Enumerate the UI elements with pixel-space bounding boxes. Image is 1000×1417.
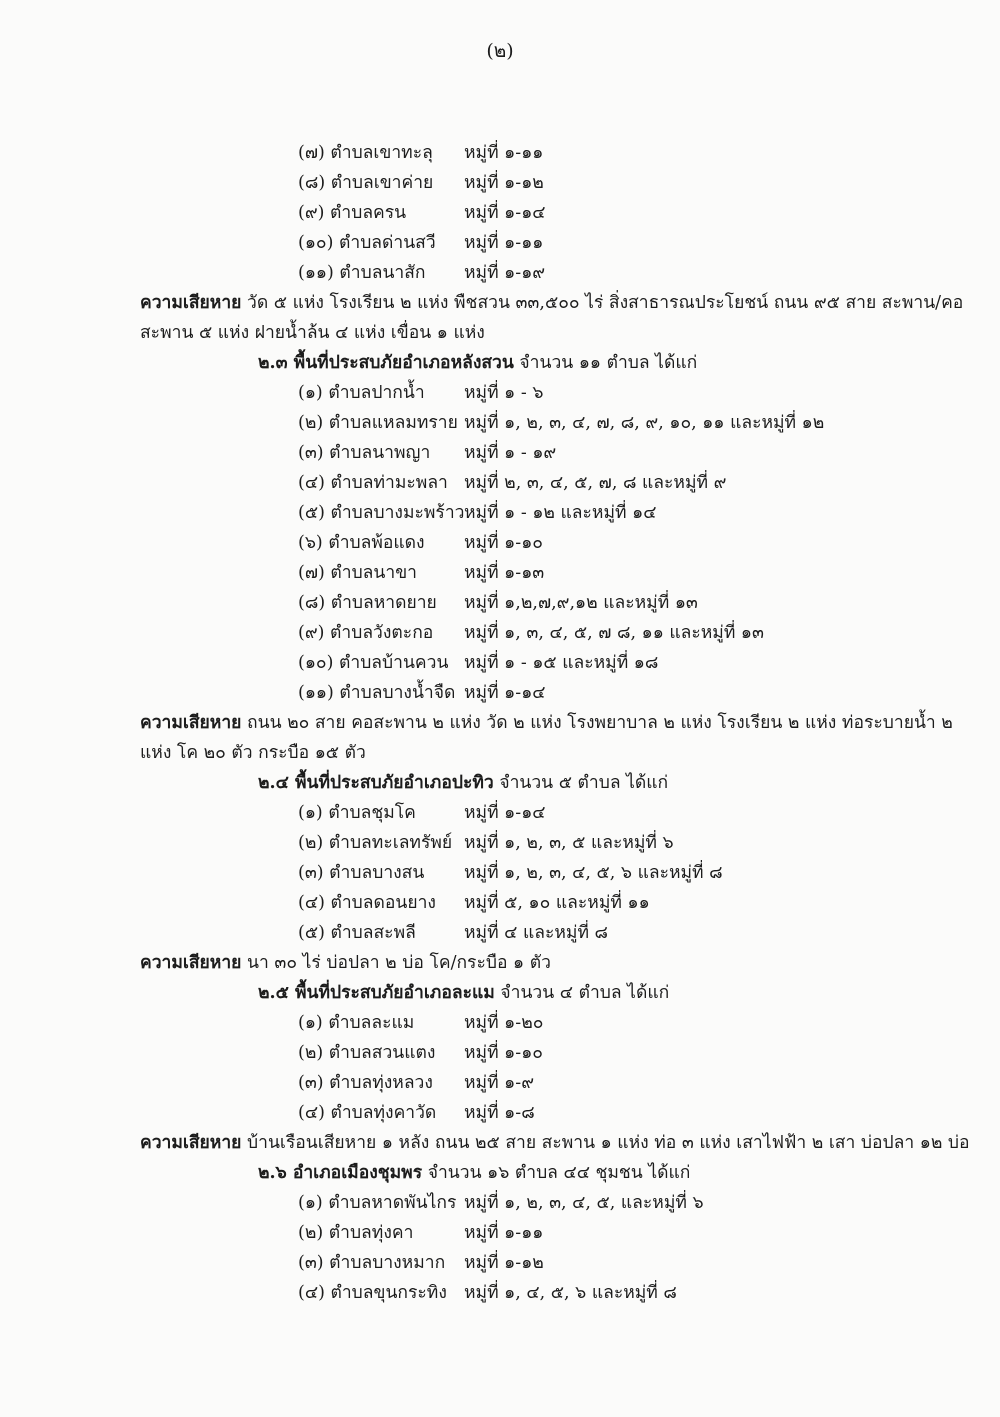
damage-paragraph-cont: แห่ง โค ๒๐ ตัว กระบือ ๑๕ ตัว bbox=[140, 743, 366, 763]
damage-paragraph: ความเสียหาย นา ๓๐ ไร่ บ่อปลา ๒ บ่อ โค/กระบือ ๑ ตัว bbox=[140, 953, 551, 973]
page-number: (๒) bbox=[486, 40, 514, 62]
document-page: (๒) (๗) ตำบลเขาทะลุ หมู่ที่ ๑-๑๑ (๘) ตำบลเขาค่าย หมู่ที่ ๑-๑๒ (๙) ตำบลครน หมู่ที่ ๑-๑๔ (๑๐) ตำบลด่านสวี หมู่ที่ ๑-๑๑ (๑๑) ตำบลนาสัก หมู่ที่ ๑-๑๙ ความเสียหาย วัด ๕ แห่ง โรงเรียน ๒ แห่ง พืชสวน ๓๓,๕๐๐ ไร่ สิ่งสาธารณประโยชน์ ถนน ๙๕ สาย สะพาน/คอ สะพาน ๕ แห่ง ฝายน้ำล้น ๔ แห่ง เขื่อน ๑ แห่ง ๒.๓ พื้นที่ประสบภัยอำเภอหลังสวน จำนวน ๑๑ ตำบล ได้แก่ (๑) ตำบลปากน้ำ หมู่ที่ ๑ - ๖ (๒) ตำบลแหลมทราย หมู่ที่ ๑, ๒, ๓, ๔, ๗, ๘, ๙, ๑๐, ๑๑ และหมู่ที่ ๑๒ (๓) ตำบลนาพญา หมู่ที่ ๑ - ๑๙ (๔) ตำบลท่ามะพลา หมู่ที่ ๒, ๓, ๔, ๕, ๗, ๘ และหมู่ที่ ๙ (๕) ตำบลบางมะพร้าว หมู่ที่ ๑ - ๑๒ และหมู่ที่ ๑๔ (๖) ตำบลพ้อแดง หมู่ที่ ๑-๑๐ (๗) ตำบลนาขา หมู่ที่ ๑-๑๓ (๘) ตำบลหาดยาย หมู่ที่ ๑,๒,๗,๙,๑๒ และหมู่ที่ ๑๓ (๙) ตำบลวังตะกอ หมู่ที่ ๑, ๓, ๔, ๕, ๗ ๘, ๑๑ และหมู่ที่ ๑๓ (๑๐) ตำบลบ้านควน หมู่ที่ ๑ - ๑๕ และหมู่ที่ ๑๘ (๑๑) ตำบลบางน้ำจืด หมู่ที่ ๑-๑๔ ความเสียหาย ถนน ๒๐ สาย คอสะพาน ๒ แห่ง วัด ๒ แห่ง โรงพยาบาล ๒ แห่ง โรงเรียน ๒ แห่ง ท่อระบายน้ำ ๒ แห่ง โค ๒๐ ตัว กระบือ ๑๕ ตัว ๒.๔ พื้นที่ประสบภัยอำเภอปะทิว จำนวน ๕ ตำบล ได้แก่ (๑) ตำบลชุมโค หมู่ที่ ๑-๑๔ (๒) ตำบลทะเลทรัพย์ หมู่ที่ ๑, ๒, ๓, ๕ และหมู่ที่ ๖ (๓) ตำบลบางสน หมู่ที่ ๑, ๒, ๓, ๔, ๕, ๖ และหมู่ที่ ๘ (๔) ตำบลดอนยาง หมู่ที่ ๕, ๑๐ และหมู่ที่ ๑๑ (๕) ตำบลสะพลี หมู่ที่ ๔ และหมู่ที่ ๘ ความเสียหาย นา ๓๐ ไร่ บ่อปลา ๒ บ่อ โค/กระบือ ๑ ตัว ๒.๕ พื้นที่ประสบภัยอำเภอละแม จำนวน ๔ ตำบล ได้แก่ (๑) ตำบลละแม หมู่ที่ ๑-๒๐ (๒) ตำบลสวนแตง หมู่ที่ ๑-๑๐ (๓) ตำบลทุ่งหลวง หมู่ที่ ๑-๙ (๔) ตำบลทุ่งคาวัด หมู่ที่ ๑-๘ ความเสียหาย บ้านเรือนเสียหาย ๑ หลัง ถนน ๒๕ สาย สะพาน ๑ แห่ง ท่อ ๓ แห่ง เสาไฟฟ้า ๒ เสา บ่อปลา ๑๒ บ่อ ๒.๖ อำเภอเมืองชุมพร จำนวน ๑๖ ตำบล ๔๔ ชุมชน ได้แก่ (๑) ตำบลหาดพันไกร หมู่ที่ ๑, ๒, ๓, ๔, ๕, และหมู่ที่ ๖ (๒) ตำบลทุ่งคา หมู่ที่ ๑-๑๑ (๓) ตำบลบางหมาก หมู่ที่ ๑-๑๒ (๔) ตำบลขุนกระทิง หมู่ที่ ๑, ๔, ๕, ๖ และหมู่ที่ ๘ bbox=[0, 0, 1000, 1417]
damage-paragraph-cont: สะพาน ๕ แห่ง ฝายน้ำล้น ๔ แห่ง เขื่อน ๑ แห่ง bbox=[140, 323, 485, 343]
damage-paragraph: ความเสียหาย วัด ๕ แห่ง โรงเรียน ๒ แห่ง พืชสวน ๓๓,๕๐๐ ไร่ สิ่งสาธารณประโยชน์ ถนน ๙๕ สาย สะพาน/คอ bbox=[140, 293, 964, 313]
section-heading: ๒.๓ พื้นที่ประสบภัยอำเภอหลังสวน จำนวน ๑๑ ตำบล ได้แก่ bbox=[258, 353, 698, 373]
section-heading: ๒.๖ อำเภอเมืองชุมพร จำนวน ๑๖ ตำบล ๔๔ ชุมชน ได้แก่ bbox=[258, 1163, 691, 1183]
damage-paragraph: ความเสียหาย ถนน ๒๐ สาย คอสะพาน ๒ แห่ง วัด ๒ แห่ง โรงพยาบาล ๒ แห่ง โรงเรียน ๒ แห่ง ท่อระบายน้ำ ๒ bbox=[140, 713, 953, 733]
damage-paragraph: ความเสียหาย บ้านเรือนเสียหาย ๑ หลัง ถนน ๒๕ สาย สะพาน ๑ แห่ง ท่อ ๓ แห่ง เสาไฟฟ้า ๒ เสา บ่อปลา ๑๒ บ่อ bbox=[140, 1133, 970, 1153]
section-heading: ๒.๔ พื้นที่ประสบภัยอำเภอปะทิว จำนวน ๕ ตำบล ได้แก่ bbox=[258, 773, 669, 793]
section-heading: ๒.๕ พื้นที่ประสบภัยอำเภอละแม จำนวน ๔ ตำบล ได้แก่ bbox=[258, 983, 670, 1003]
